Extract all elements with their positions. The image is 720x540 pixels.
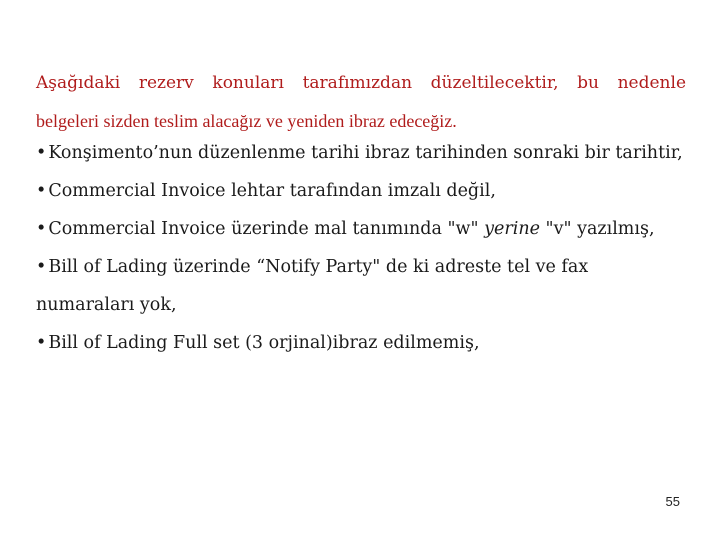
discrepancy-list <box>36 134 686 362</box>
list-item-text: Bill of Lading Full set (3 orjinal)ibraz edilmemiş, <box>48 333 480 353</box>
list-item-text: Commercial Invoice lehtar tarafından imzalı değil, <box>48 181 496 201</box>
list-item <box>36 172 686 210</box>
list-item-text-after: "v" yazılmış, <box>539 219 655 239</box>
list-item-text: Konşimento’nun düzenlenme tarihi ibraz tarihinden sonraki bir tarihtir, <box>48 143 683 163</box>
list-item-emphasis: yerine <box>484 219 540 239</box>
intro-line-2: belgeleri sizden teslim alacağız ve yeniden ibraz edeceğiz. <box>36 111 457 131</box>
bullet-icon: • <box>36 143 47 163</box>
bullet-icon: • <box>36 333 47 353</box>
list-item-text-before: Commercial Invoice üzerinde mal tanımında "w" <box>48 219 485 239</box>
bullet-icon: • <box>36 219 47 239</box>
list-item <box>36 210 686 248</box>
page-number: 55 <box>665 494 680 509</box>
bullet-icon: • <box>36 257 47 277</box>
intro-line-1: Aşağıdaki rezerv konuları tarafımızdan düzeltilecektir, bu nedenle <box>36 73 686 93</box>
intro-paragraph <box>36 64 686 140</box>
list-item <box>36 134 686 172</box>
list-item-text: Bill of Lading üzerinde “Notify Party" de ki adreste tel ve fax numaraları yok, <box>36 257 589 315</box>
list-item <box>36 248 686 324</box>
list-item <box>36 324 686 362</box>
bullet-icon: • <box>36 181 47 201</box>
